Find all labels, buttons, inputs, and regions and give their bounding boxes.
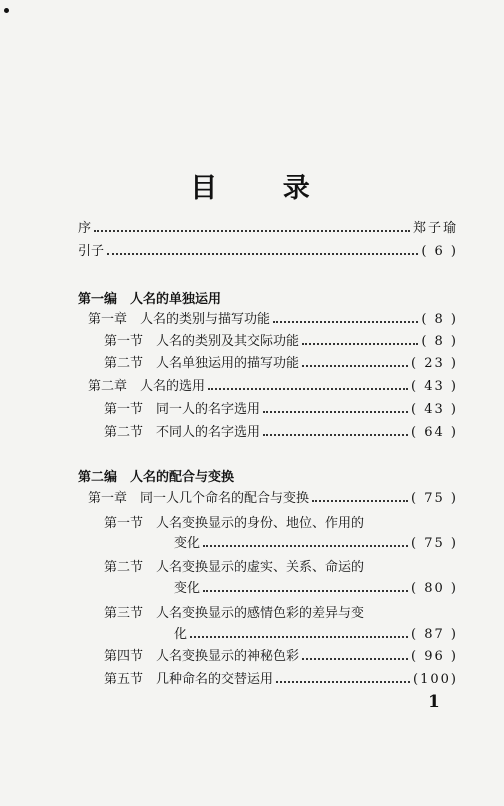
toc-chapter[interactable]: 第一章 同一人几个命名的配合与变换 ( 75 ) (88, 491, 458, 506)
toc-section[interactable]: 第五节 几种命名的交替运用 (100) (104, 672, 458, 687)
toc-section[interactable]: 第一节 人名的类别及其交际功能 ( 8 ) (104, 334, 458, 349)
toc-section[interactable]: 第一节 同一人的名字选用 ( 43 ) (104, 402, 458, 417)
toc-part-1[interactable]: 第一编 人名的单独运用 (78, 292, 222, 307)
toc-section[interactable]: 第四节 人名变换显示的神秘色彩 ( 96 ) (104, 649, 458, 664)
toc-chapter[interactable]: 第一章 人名的类别与描写功能 ( 8 ) (88, 312, 458, 327)
toc-section[interactable]: 第二节 人名单独运用的描写功能 ( 23 ) (104, 356, 458, 371)
toc-section[interactable]: 变化 ( 75 ) (174, 536, 458, 551)
page-dot-mark (4, 8, 9, 13)
page-number: 1 (428, 692, 440, 712)
toc-chapter[interactable]: 第二章 人名的选用 ( 43 ) (88, 379, 458, 394)
toc-section[interactable]: 化 ( 87 ) (174, 627, 458, 642)
toc-entry-intro[interactable]: 引子 ( 6 ) (78, 244, 458, 259)
toc-section-line1[interactable]: 第二节 人名变换显示的虚实、关系、命运的 (104, 560, 365, 575)
toc-section-line1[interactable]: 第三节 人名变换显示的感情色彩的差异与变 (104, 606, 365, 621)
toc-entry-preface[interactable] (78, 218, 458, 236)
toc-section[interactable]: 第二节 不同人的名字选用 ( 64 ) (104, 425, 458, 440)
toc-section[interactable]: 变化 ( 80 ) (174, 581, 458, 596)
toc-entry-label: 序 (78, 221, 92, 236)
page-title: 目 录 (190, 173, 338, 204)
toc-section-line1[interactable]: 第一节 人名变换显示的身份、地位、作用的 (104, 516, 365, 531)
toc-part-2[interactable]: 第二编 人名的配合与变换 (78, 470, 235, 485)
toc-entry-page: 郑子瑜 (412, 221, 458, 236)
